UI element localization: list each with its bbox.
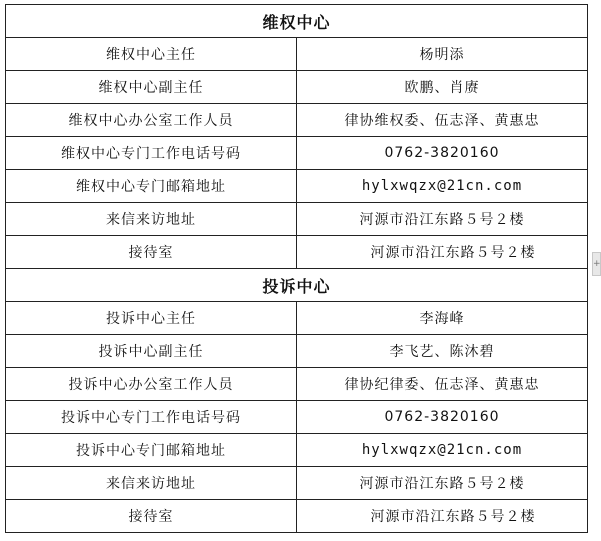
row-label: 来信来访地址 [6,203,297,236]
row-value: 律协维权委、伍志泽、黄惠忠 [297,104,588,137]
phone-number-value: 0762-3820160 [297,137,588,170]
section-title-rights-center: 维权中心 [6,5,588,38]
expand-handle[interactable]: + [592,252,601,276]
table-row [6,368,588,401]
row-value-cell [297,236,588,269]
row-label: 投诉中心副主任 [6,335,297,368]
row-value: 河源市沿江东路５号２楼 [297,467,588,500]
section-header-row [6,5,588,38]
row-label: 维权中心专门工作电话号码 [6,137,297,170]
row-value: 河源市沿江东路５号２楼 [370,245,536,261]
row-label: 投诉中心主任 [6,302,297,335]
row-label: 接待室 [6,236,297,269]
row-value: 河源市沿江东路５号２楼 [297,203,588,236]
row-value: 欧鹏、肖赓 [297,71,588,104]
row-label: 接待室 [6,500,297,533]
row-label: 投诉中心办公室工作人员 [6,368,297,401]
table-row [6,71,588,104]
table-row [6,137,588,170]
row-label: 维权中心专门邮箱地址 [6,170,297,203]
row-value: 律协纪律委、伍志泽、黄惠忠 [297,368,588,401]
row-value: 李飞艺、陈沐碧 [297,335,588,368]
row-label: 投诉中心专门工作电话号码 [6,401,297,434]
section-header-row [6,269,588,302]
row-label: 维权中心副主任 [6,71,297,104]
table-row [6,434,588,467]
section-title-complaint-center: 投诉中心 [6,269,588,302]
phone-number-value: 0762-3820160 [297,401,588,434]
contact-info-table [5,4,588,533]
table-row [6,401,588,434]
table-row [6,335,588,368]
row-value-cell [297,500,588,533]
table-row [6,38,588,71]
email-address-value: hylxwqzx@21cn.com [297,434,588,467]
row-value: 河源市沿江东路５号２楼 [370,509,536,525]
row-label: 维权中心办公室工作人员 [6,104,297,137]
table-row [6,236,588,269]
email-address-value: hylxwqzx@21cn.com [297,170,588,203]
table-row [6,203,588,236]
row-label: 来信来访地址 [6,467,297,500]
table-row [6,104,588,137]
row-label: 投诉中心专门邮箱地址 [6,434,297,467]
table-row [6,500,588,533]
table-row [6,302,588,335]
table-row [6,170,588,203]
row-label: 维权中心主任 [6,38,297,71]
table-row [6,467,588,500]
row-value: 李海峰 [297,302,588,335]
row-value: 杨明添 [297,38,588,71]
